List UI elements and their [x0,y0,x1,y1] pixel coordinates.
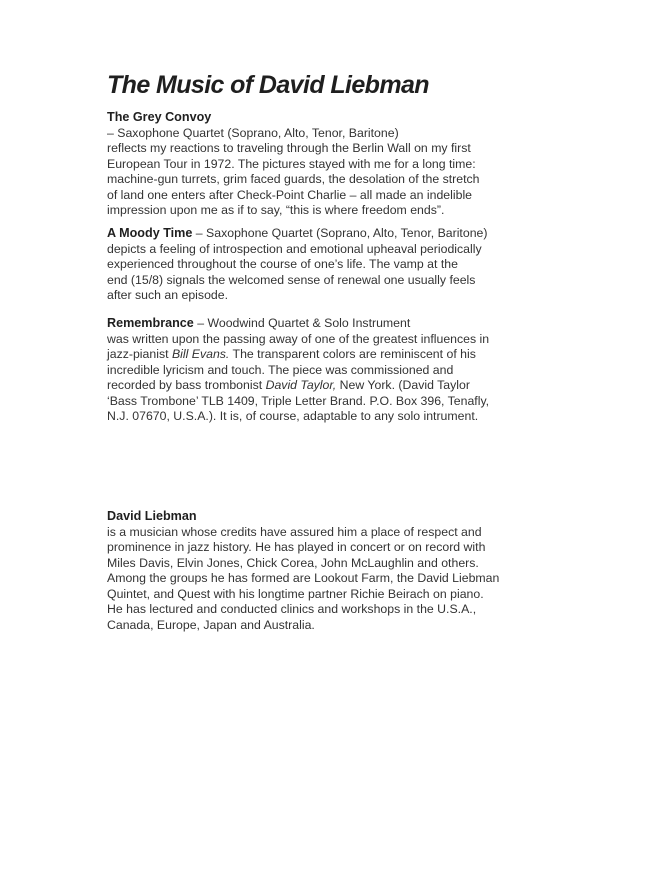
section-moody-time [107,226,627,304]
text-run: The transparent colors are reminiscent of his [229,347,476,361]
paragraph-line: ‘Bass Trombone’ TLB 1409, Triple Letter Brand. P.O. Box 396, Tenafly, [107,393,490,408]
instrumentation-text: – Saxophone Quartet (Soprano, Alto, Tenor, Baritone) [107,125,399,140]
paragraph-line: of land one enters after Check-Point Charlie – all made an indelible [107,187,473,202]
paragraph-line: end (15/8) signals the welcomed sense of renewal one usually feels [107,272,476,287]
instrumentation-text: – Woodwind Quartet & Solo Instrument [193,316,411,330]
section-heading: A Moody Time [107,226,193,240]
paragraph-line: impression upon me as if to say, “this is where freedom ends”. [107,203,445,217]
section-heading-line [107,226,627,242]
text-run: recorded by bass trombonist [107,378,266,392]
section-heading: The Grey Convoy [107,110,212,124]
paragraph-line: Among the groups he has formed are Lookout Farm, the David Liebman [107,571,500,585]
paragraph-line: after such an episode. [107,288,228,302]
text-run: jazz-pianist [107,347,172,361]
document-page [107,70,627,632]
text-run: New York. (David Taylor [336,378,470,392]
instrumentation-text: – Saxophone Quartet (Soprano, Alto, Tenor, Baritone) [192,226,488,240]
section-heading: David Liebman [107,509,197,523]
paragraph-line: incredible lyricism and touch. The piece was commissioned and [107,362,454,377]
paragraph-line: experienced throughout the course of one’s life. The vamp at the [107,257,458,271]
paragraph-line: N.J. 07670, U.S.A.). It is, of course, adaptable to any solo intrument. [107,409,479,423]
paragraph-line: Canada, Europe, Japan and Australia. [107,617,315,632]
paragraph-line: reflects my reactions to traveling through the Berlin Wall on my first [107,141,471,155]
section-remembrance [107,316,627,425]
paragraph-line [107,378,627,394]
paragraph-line: European Tour in 1972. The pictures stayed with me for a long time: [107,156,476,171]
person-name-italic: Bill Evans. [171,347,230,361]
paragraph-line: He has lectured and conducted clinics and workshops in the U.S.A., [107,602,477,616]
person-name-italic: David Taylor, [265,378,337,392]
paragraph-line: Quintet, and Quest with his longtime partner Richie Beirach on piano. [107,586,484,601]
section-biography [107,509,627,633]
paragraph-line: was written upon the passing away of one of the greatest influences in [107,331,490,346]
paragraph-line: Miles Davis, Elvin Jones, Chick Corea, John McLaughlin and others. [107,555,479,570]
paragraph-line: is a musician whose credits have assured him a place of respect and [107,524,482,539]
section-heading-line [107,316,627,332]
section-heading: Remembrance [107,316,194,330]
paragraph-line: depicts a feeling of introspection and emotional upheaval periodically [107,241,482,256]
section-grey-convoy [107,110,627,219]
paragraph-line: machine-gun turrets, grim faced guards, the desolation of the stretch [107,172,480,186]
paragraph-line [107,347,627,363]
paragraph-line: prominence in jazz history. He has played in concert or on record with [107,540,486,554]
page-title: The Music of David Liebman [107,71,429,99]
